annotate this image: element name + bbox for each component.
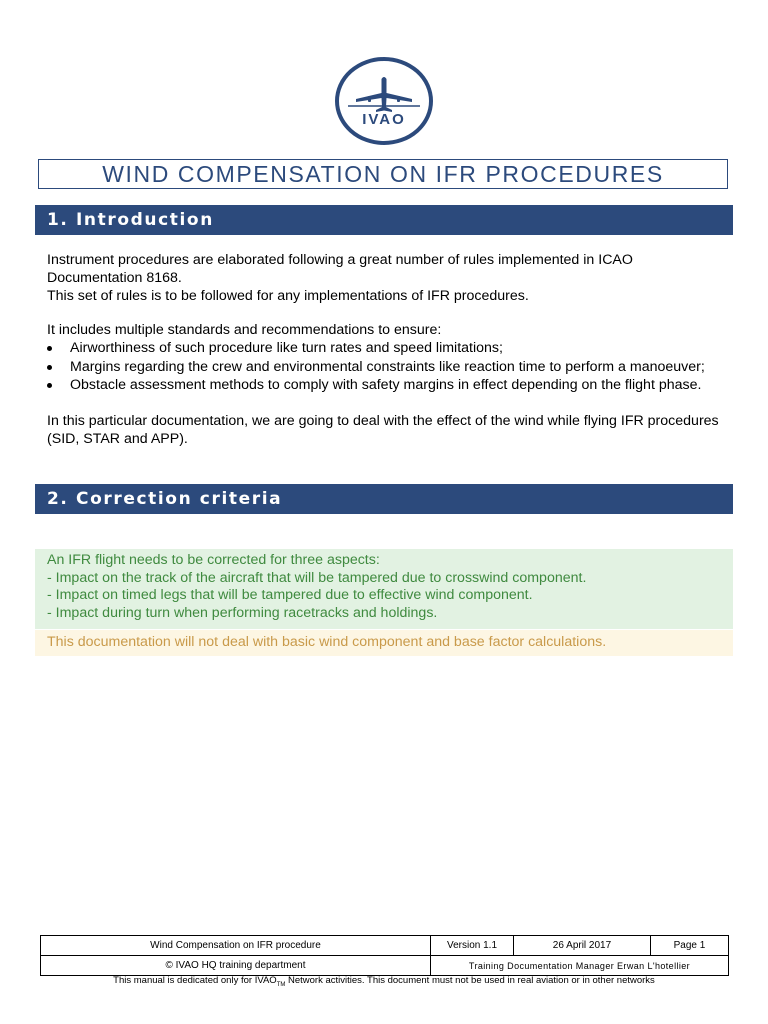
criteria-line: An IFR flight needs to be corrected for three aspects:: [47, 552, 380, 568]
footer-table: [40, 935, 729, 976]
footer-row: [41, 936, 729, 956]
disclaimer-text: This manual is dedicated only for IVAO: [113, 975, 277, 986]
footer-disclaimer: [40, 975, 728, 988]
section-heading-correction-criteria: 2. Correction criteria: [35, 484, 733, 514]
wind-line: (SID, STAR and APP).: [47, 431, 188, 447]
bullet-icon: [47, 346, 52, 351]
footer-copyright: © IVAO HQ training department: [41, 956, 431, 976]
wind-paragraph: [47, 412, 737, 448]
standards-bullet-list: [47, 339, 737, 395]
bullet-icon: [47, 383, 52, 388]
includes-line: It includes multiple standards and recommendations to ensure:: [47, 322, 442, 338]
document-title: WIND COMPENSATION ON IFR PROCEDURES: [102, 160, 664, 187]
list-item-text: Obstacle assessment methods to comply with safety margins in effect depending on the flight phase.: [70, 377, 702, 393]
criteria-line: - Impact on timed legs that will be tampered due to effective wind component.: [47, 587, 533, 604]
section-heading-introduction: 1. Introduction: [35, 205, 733, 235]
intro-paragraph: [47, 251, 737, 305]
footer-doc-name: Wind Compensation on IFR procedure: [41, 936, 431, 956]
bullet-icon: [47, 365, 52, 370]
list-item-text: Margins regarding the crew and environmental constraints like reaction time to perform a manoeuver;: [70, 358, 705, 375]
intro-line: This set of rules is to be followed for any implementations of IFR procedures.: [47, 288, 529, 304]
ivao-logo-emblem: [334, 57, 434, 145]
footer-version: Version 1.1: [431, 936, 514, 956]
list-item: [47, 339, 737, 358]
criteria-line: - Impact on the track of the aircraft that will be tampered due to crosswind component.: [47, 569, 587, 586]
intro-line: Instrument procedures are elaborated following a great number of rules implemented in ICAO: [47, 252, 633, 268]
wind-line: In this particular documentation, we are going to deal with the effect of the wind while flying IFR procedures: [47, 413, 719, 429]
ivao-logo: [334, 57, 434, 145]
disclaimer-text: Network activities. This document must not be used in real aviation or in other networks: [285, 975, 655, 986]
criteria-line: - Impact during turn when performing racetracks and holdings.: [47, 604, 438, 621]
criteria-warning-note: This documentation will not deal with basic wind component and base factor calculations.: [35, 630, 733, 656]
criteria-success-note: [35, 549, 733, 629]
footer-page: Page 1: [651, 936, 729, 956]
footer-date: 26 April 2017: [514, 936, 651, 956]
footer-manager: Training Documentation Manager Erwan L'hotellier: [431, 956, 729, 976]
trademark-mark: TM: [276, 981, 286, 988]
intro-line: Documentation 8168.: [47, 270, 182, 286]
list-item: [47, 376, 737, 395]
list-item: [47, 358, 737, 377]
list-item-text: Airworthiness of such procedure like turn rates and speed limitations;: [70, 340, 503, 356]
footer-row: [41, 956, 729, 976]
document-title-box: [38, 159, 728, 189]
logo-text: IVAO: [362, 111, 406, 128]
includes-paragraph: [47, 321, 737, 339]
